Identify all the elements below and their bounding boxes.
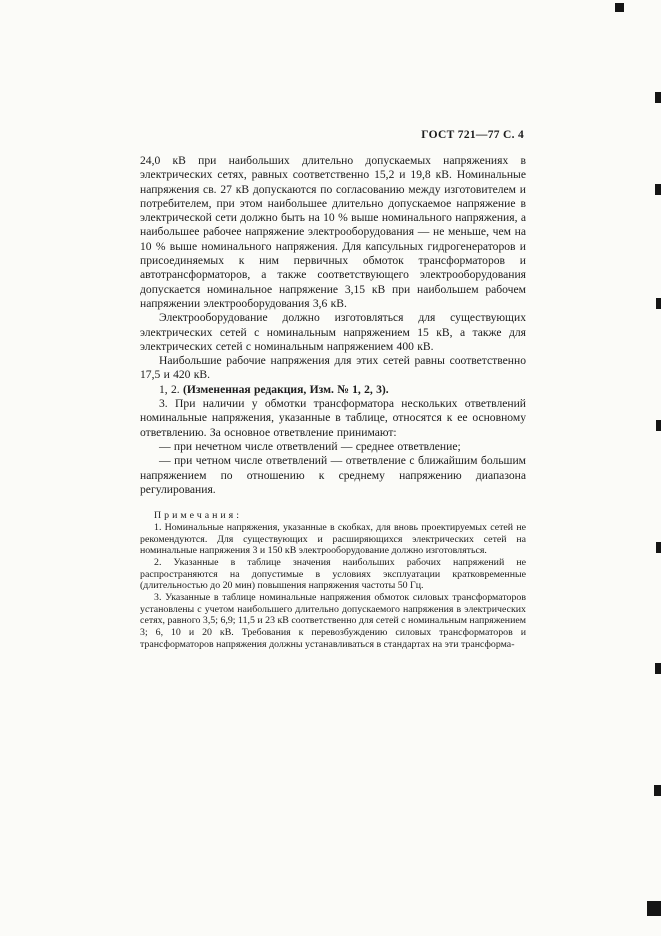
list-item-dash: — при нечетном числе ответвлений — среднее ответвление; — [159, 439, 461, 453]
paragraph-continuation: 24,0 кВ при наибольших длительно допускаемых напряжениях в электрических сетях, равных соответственно 15,2 и 19,8 кВ. Номинальные напряжения св. 27 кВ допускаются по согласованию между изготовителем и потребителем, при этом наибольшее длительно допускаемое напряжение в электрической сети должно быть на 10 % выше номинального напряжения, а наибольшее рабочее напряжение электрооборудования — не меньше, чем на 10 % выше номинального напряжения. Для капсульных гидрогенераторов и присоединяемых к ним первичных обмоток трансформаторов и автотрансформаторов, а также соответствующего электрооборудования допускается номинальное напряжение 3,15 кВ при наибольшем рабочем напряжении электрооборудования 3,6 кВ. — [140, 154, 526, 310]
paragraph: Электрооборудование должно изготовляться для существующих электрических сетей с номинальным напряжением 15 кВ, а также для электрических сетей с номинальным напряжением 400 кВ. — [140, 311, 526, 353]
scan-artifact — [655, 663, 661, 674]
note-item: 3. Указанные в таблице номинальные напряжения обмоток силовых трансформаторов установлены с учетом наибольшего длительно допускаемого напряжения в электрических сетях, равного 3,5; 6,9; 11,5 и 23 кВ соответственно для сетей с номинальным напряжением 3; 6, 10 и 20 кВ. Требования к перевозбуждению силовых трансформаторов и трансформаторов напряжения должны устанавливаться в стандартах на эти трансформа- — [140, 592, 527, 650]
scan-artifact — [647, 901, 661, 916]
paragraph: 3. При наличии у обмотки трансформатора нескольких ответвлений номинальные напряжения, указанные в таблице, относятся к ее основному ответвлению. За основное ответвление принимают: — [140, 397, 526, 439]
list-item-dash: — при четном числе ответвлений — ответвление с ближайшим большим напряжением по отношению к среднему напряжению диапазона регулирования. — [140, 454, 526, 496]
amendment-prefix: 1, 2. — [159, 382, 183, 396]
paragraph-amendment — [140, 383, 526, 397]
notes-label: Примечания: — [154, 510, 242, 522]
text-column — [140, 129, 526, 651]
note-item: 1. Номинальные напряжения, указанные в скобках, для вновь проектируемых сетей не рекомендуются. Для существующих и расширяющихся электрических сетей на номинальные напряжения 3 и 150 кВ электрооборудование должно изготовляться. — [140, 521, 526, 557]
scan-artifact — [654, 785, 661, 796]
scan-artifact — [615, 3, 624, 12]
paragraph: Наибольшие рабочие напряжения для этих сетей равны соответственно 17,5 и 420 кВ. — [140, 354, 526, 382]
amendment-note: (Измененная редакция, Изм. № 1, 2, 3). — [183, 382, 389, 396]
note-item: 2. Указанные в таблице значения наибольших рабочих напряжений не распространяются на допустимые в условиях эксплуатации кратковременные (длительностью до 20 мин) повышения напряжения частоты 50 Гц. — [140, 556, 526, 592]
page-header: ГОСТ 721—77 С. 4 — [421, 129, 524, 141]
scan-artifact — [656, 420, 661, 431]
scan-artifact — [655, 92, 661, 103]
scan-artifact — [656, 298, 661, 309]
notes-section — [140, 510, 526, 650]
scan-artifact — [655, 184, 661, 195]
scan-artifact — [656, 542, 661, 553]
notes-heading — [140, 510, 526, 522]
